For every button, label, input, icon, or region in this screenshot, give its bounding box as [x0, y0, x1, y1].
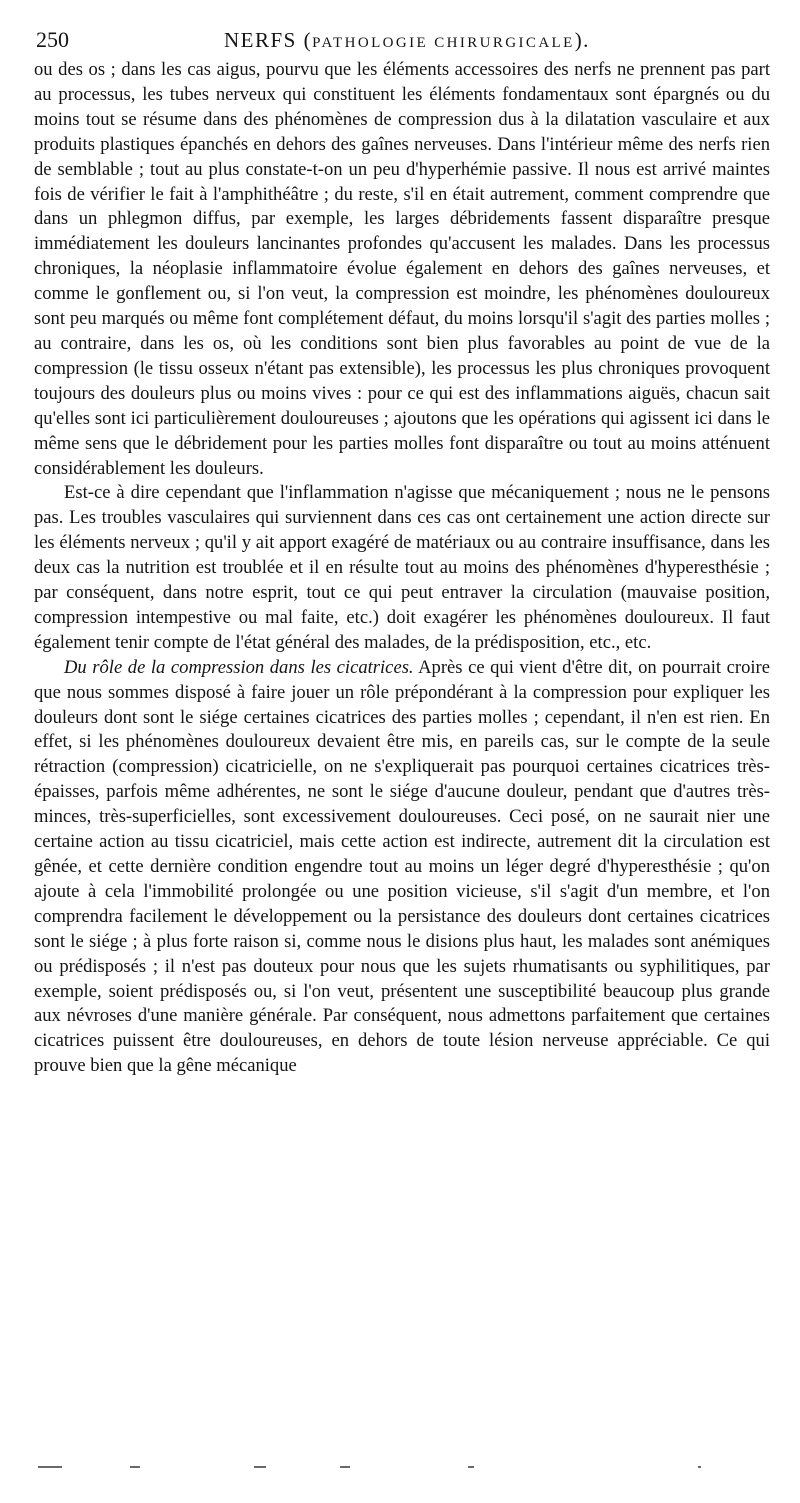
book-page — [34, 22, 770, 1079]
running-head — [224, 22, 590, 61]
running-head-subtitle: PATHOLOGIE CHIRURGICALE — [312, 35, 575, 51]
page-number: 250 — [36, 27, 69, 52]
scan-mark — [340, 1466, 350, 1468]
paragraph-2: Est-ce à dire cependant que l'inflammation n'agisse que mécaniquement ; nous ne le pensons pas. Les troubles vasculaires qui surviennent dans ces cas ont certainement une action directe sur les éléments nerveux ; qu'il y ait apport exagéré de matériaux ou au contraire insuffisance, dans les deux cas la nutrition est troublée et il en résulte tout au moins des phénomènes d'hyperesthésie ; par conséquent, dans notre esprit, tout ce qui peut entraver la circulation (mauvaise position, compression intempestive ou mal faite, etc.) doit exagérer les phénomènes douloureux. Il faut également tenir compte de l'état général des malades, de la prédisposition, etc., etc. — [34, 482, 770, 653]
scan-mark — [698, 1466, 701, 1468]
scan-mark — [130, 1466, 140, 1468]
scan-artifacts — [38, 1466, 738, 1472]
scan-mark — [468, 1466, 474, 1468]
running-head-main: NERFS ( — [224, 28, 313, 52]
scan-mark — [254, 1466, 266, 1468]
section-heading: Du rôle de la compression dans les cicatrices. — [64, 656, 414, 678]
page-header — [34, 22, 770, 58]
paragraph-3-text: Après ce qui vient d'être dit, on pourrait croire que nous sommes disposé à faire jouer un rôle prépondérant à la compression pour expliquer les douleurs dont sont le siége certaines cicatrices des parties molles ; cependant, il n'en est rien. En effet, si les phénomènes douloureux devaient être mis, en pareils cas, sur le compte de la seule rétraction (compression) cicatricielle, on ne s'expliquerait pas pourquoi certaines cicatrices très-épaisses, parfois même adhérentes, ne sont le siége d'aucune douleur, pendant que d'autres très-minces, très-superficielles, sont excessivement douloureuses. Ceci posé, on ne saurait nier une certaine action au tissu cicatriciel, mais cette action est indirecte, autrement dit la circulation est gênée, et cette dernière condition engendre tout au moins un léger degré d'hyperesthésie ; qu'on ajoute à cela l'immobilité prolongée ou une position vicieuse, s'il s'agit d'un membre, et l'on comprendra facilement le développement ou la persistance des douleurs dont certaines cicatrices sont le siége ; à plus forte raison si, comme nous le disions plus haut, les malades sont anémiques ou prédisposés ; il n'est pas douteux pour nous que les sujets rhumatisants ou syphilitiques, par exemple, soient prédisposés ou, si l'on veut, présentent une susceptibilité beaucoup plus grande aux névroses d'une manière générale. Par conséquent, nous admettons parfaitement que certaines cicatrices puissent être douloureuses, en dehors de toute lésion nerveuse appréciable. Ce qui prouve bien que la gêne mécanique — [34, 656, 770, 1077]
body-text — [34, 58, 770, 1079]
running-head-end: ). — [574, 28, 590, 52]
paragraph-1: ou des os ; dans les cas aigus, pourvu que les éléments accessoires des nerfs ne prennent pas part au processus, les tubes nerveux qui constituent les éléments fondamentaux sont épargnés ou du moins tout se résume dans des phénomènes de compression dus à la dilatation vasculaire et aux produits plastiques épanchés en dehors des gaînes nerveuses. Dans l'intérieur même des nerfs rien de semblable ; tout au plus constate-t-on un peu d'hyperhémie passive. Il nous est arrivé maintes fois de vérifier le fait à l'amphithéâtre ; du reste, s'il en était autrement, comment comprendre que dans un phlegmon diffus, par exemple, les larges débridements fassent disparaître presque immédiatement les douleurs lancinantes profondes qu'accusent les malades. Dans les processus chroniques, la néoplasie inflammatoire évolue également en dehors des gaînes nerveuses, et comme le gonflement ou, si l'on veut, la compression est moindre, les phénomènes douloureux sont peu marqués ou même font complétement défaut, du moins lorsqu'il s'agit des parties molles ; au contraire, dans les os, où les conditions sont bien plus favorables au point de vue de la compression (le tissu osseux n'étant pas extensible), les processus les plus chroniques provoquent toujours des douleurs plus ou moins vives : pour ce qui est des inflammations aiguës, chacun sait qu'elles sont ici particulièrement douloureuses ; ajoutons que les opérations qui agissent ici dans le même sens que le débridement pour les parties molles font disparaître ou tout au moins atténuent considérablement les douleurs. — [34, 59, 770, 479]
scan-mark — [38, 1466, 62, 1468]
paragraph-3 — [34, 656, 770, 1079]
